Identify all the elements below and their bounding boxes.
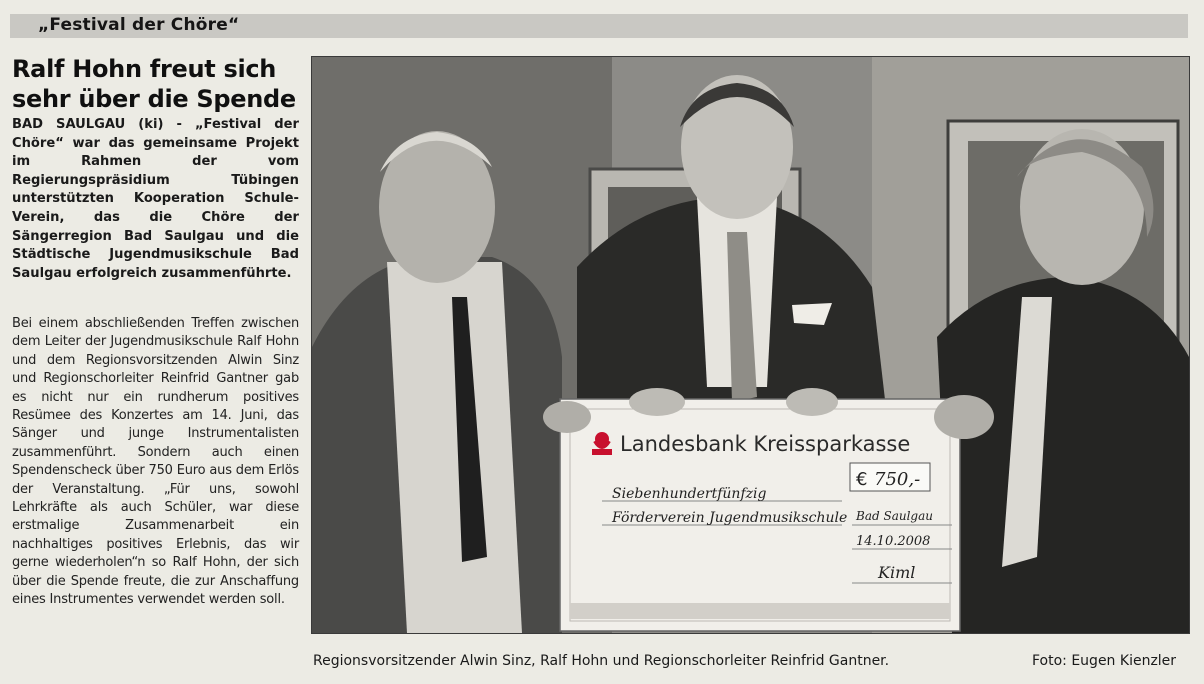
cheque-signature: Kiml xyxy=(878,563,916,582)
cheque-currency: € xyxy=(856,469,868,490)
photo-caption: Regionsvorsitzender Alwin Sinz, Ralf Hohn und Regionschorleiter Reinfrid Gantner. xyxy=(313,653,890,669)
kicker: „Festival der Chöre“ xyxy=(38,15,240,35)
dateline: BAD SAULGAU (ki) - xyxy=(12,117,182,132)
lead-paragraph xyxy=(12,116,299,283)
body-text: Bei einem abschließenden Treffen zwischen dem Leiter der Jugendmusikschule Ralf Hohn und dem Regionsvorsitzenden Alwin Sinz und Regionschorleiter Reinfrid Gantner gab es nicht nur ein rundherum positives Resümee des Konzertes am 14. Juni, das Sänger und junge Instrumentalisten zusammenführt. Sondern auch einen Spendenscheck über 750 Euro aus dem Erlös der Veranstaltung. „Für uns, sowohl Lehrkräfte als auch Schüler, war diese erstmalige Zusammenarbeit ein nachhaltiges positives Erlebnis, das wir gerne wiederholen“n so Ralf Hohn, der sich über die Spende freute, die zur Anschaffung eines Instrumentes verwendet werden soll. xyxy=(12,316,299,608)
lead-text: „Festival der Chöre“ war das gemeinsame Projekt im Rahmen der vom Regierungspräsidium Tübingen unterstützten Kooperation Schule-Verein, das die Chöre der Sängerregion Bad Saulgau und die Städtische Jugendmusikschule Bad Saulgau erfolgreich zusammenführte. xyxy=(12,117,299,281)
photo-credit: Foto: Eugen Kienzler xyxy=(1032,653,1177,669)
cheque-payee: Förderverein Jugendmusikschule xyxy=(612,510,848,526)
headline: Ralf Hohn freut sich sehr über die Spende xyxy=(12,55,296,113)
cheque-amount-words: Siebenhundertfünfzig xyxy=(612,486,767,502)
cheque-date: 14.10.2008 xyxy=(856,534,931,549)
cheque-place: Bad Saulgau xyxy=(856,509,933,523)
bank-name: Landesbank Kreissparkasse xyxy=(620,432,911,456)
cheque-amount: 750,- xyxy=(874,469,921,490)
cheque xyxy=(560,399,960,631)
news-photo xyxy=(311,56,1190,634)
